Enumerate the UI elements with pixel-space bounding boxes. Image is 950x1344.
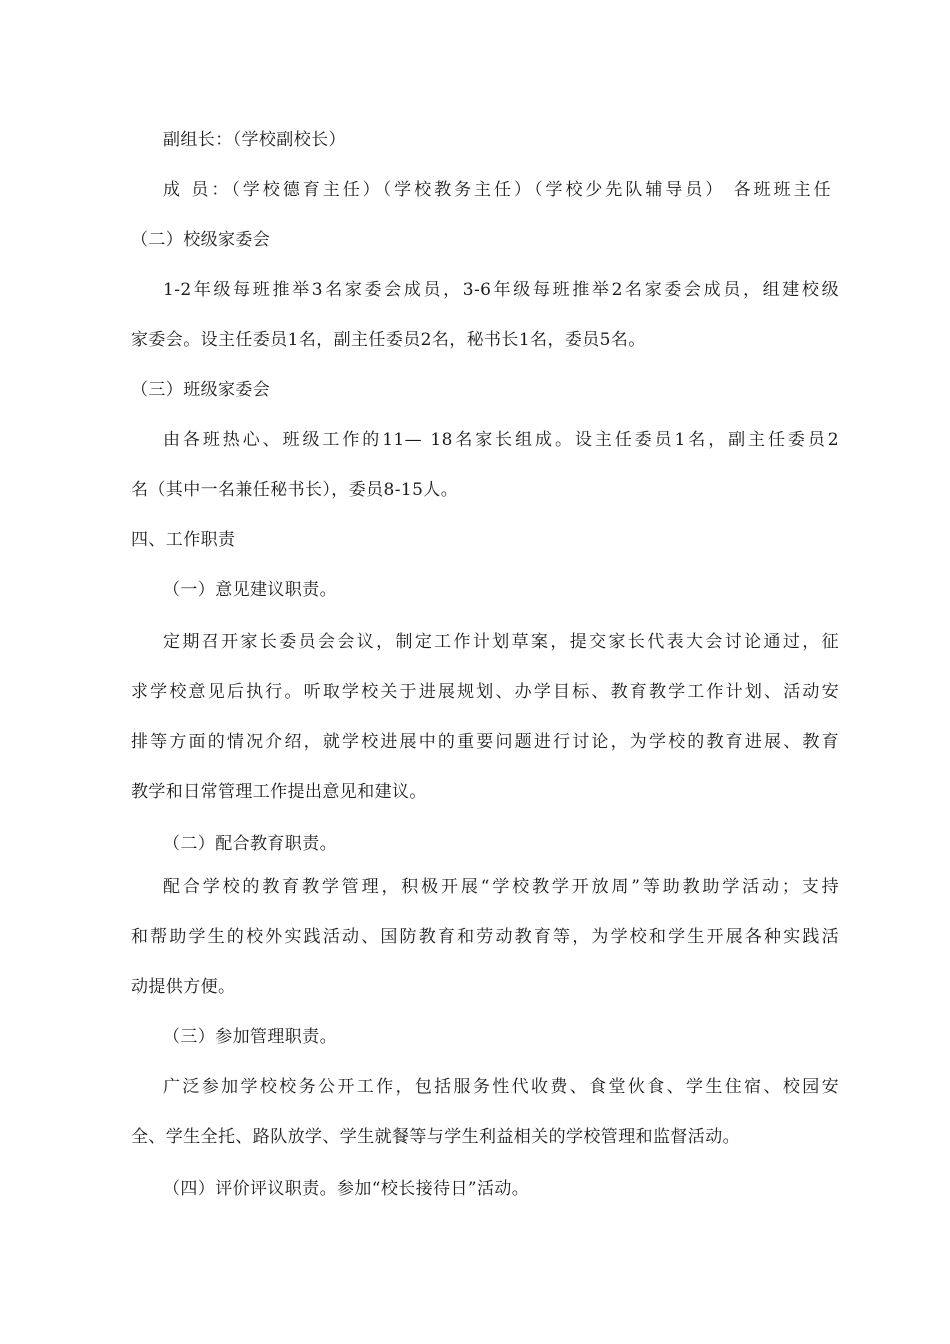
paragraph-line: 定期召开家长委员会会议，制定工作计划草案，提交家长代表大会讨论通过，征 [163,632,839,652]
paragraph-line: 家委会。设主任委员1名，副主任委员2名，秘书长1名，委员5名。 [131,330,646,350]
paragraph-line: 求学校意见后执行。听取学校关于进展规划、办学目标、教育教学工作计划、活动安 [131,682,839,702]
paragraph-line: 名（其中一名兼任秘书长），委员8-15人。 [131,480,459,500]
section-heading: （三）班级家委会 [131,380,271,400]
paragraph-line: 全、学生全托、路队放学、学生就餐等与学生利益相关的学校管理和监督活动。 [131,1127,740,1147]
paragraph-line: 排等方面的情况介绍，就学校进展中的重要问题进行讨论，为学校的教育进展、教育 [131,732,839,752]
paragraph-line: 广泛参加学校校务公开工作，包括服务性代收费、食堂伙食、学生住宿、校园安 [163,1077,839,1097]
subsection-heading: （一）意见建议职责。 [163,580,337,600]
paragraph-line: 动提供方便。 [131,977,236,997]
paragraph-line: 配合学校的教育教学管理，积极开展“学校教学开放周”等助教助学活动；支持 [163,877,839,897]
section-heading: 四、工作职责 [131,530,236,550]
subsection-heading: （四）评价评议职责。参加“校长接待日”活动。 [163,1179,530,1199]
subsection-heading: （二）配合教育职责。 [163,834,337,854]
paragraph-line: 成 员：（学校德育主任）（学校教务主任）（学校少先队辅导员） 各班班主任 [163,180,831,200]
paragraph-line: 副组长：（学校副校长） [163,130,346,150]
paragraph-line: 1-2年级每班推举3名家委会成员，3-6年级每班推举2名家委会成员，组建校级 [163,280,839,300]
section-heading: （二）校级家委会 [131,230,271,250]
paragraph-line: 由各班热心、班级工作的11— 18名家长组成。设主任委员1名，副主任委员2 [163,430,839,450]
subsection-heading: （三）参加管理职责。 [163,1027,337,1047]
paragraph-line: 教学和日常管理工作提出意见和建议。 [131,782,427,802]
paragraph-line: 和帮助学生的校外实践活动、国防教育和劳动教育等，为学校和学生开展各种实践活 [131,927,839,947]
